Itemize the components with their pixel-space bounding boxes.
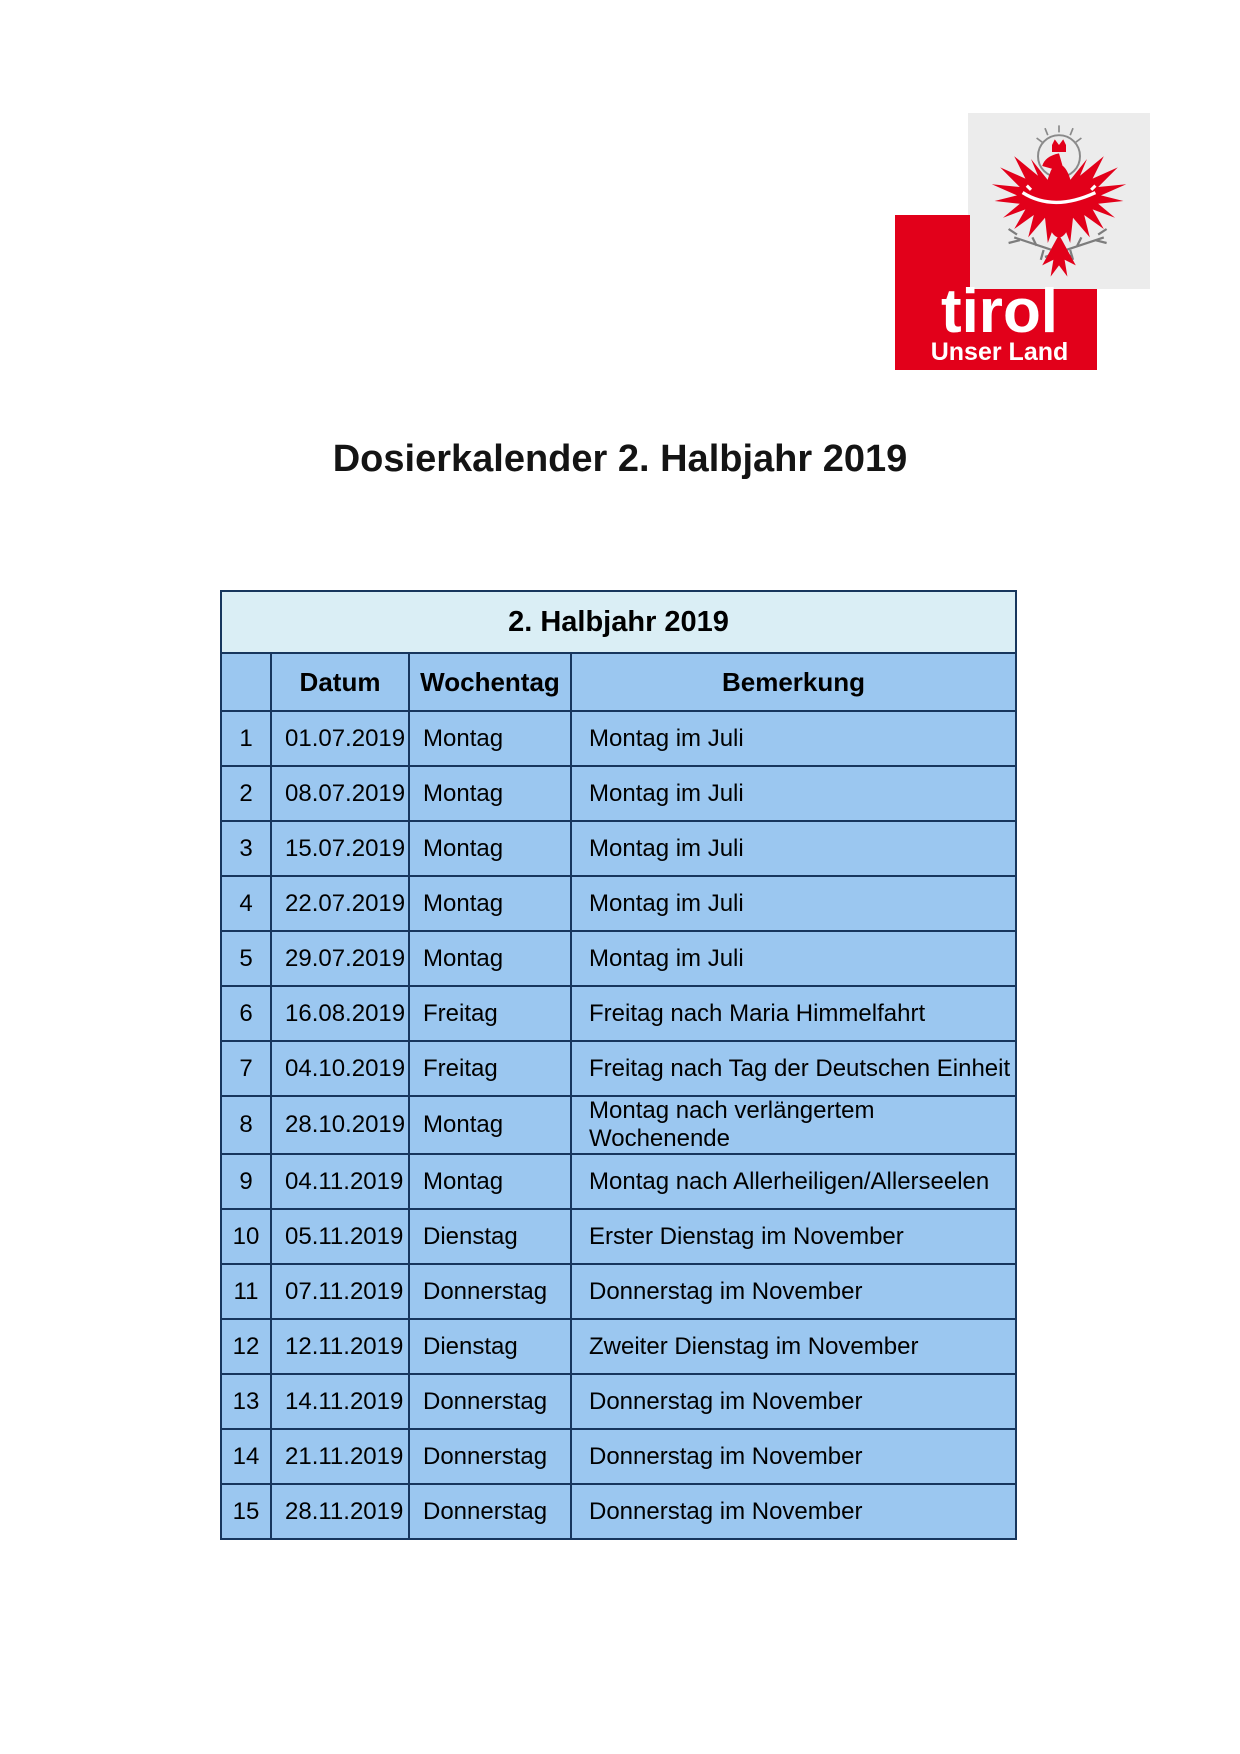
wochentag-cell: Montag <box>409 821 571 876</box>
datum-cell: 01.07.2019 <box>271 711 409 766</box>
tirol-eagle-icon <box>975 119 1143 283</box>
row-number-cell: 6 <box>221 986 271 1041</box>
wochentag-cell: Donnerstag <box>409 1264 571 1319</box>
bemerkung-cell: Donnerstag im November <box>571 1429 1016 1484</box>
row-number-cell: 13 <box>221 1374 271 1429</box>
bemerkung-cell: Freitag nach Tag der Deutschen Einheit <box>571 1041 1016 1096</box>
table-row <box>221 1209 1016 1264</box>
bemerkung-cell: Donnerstag im November <box>571 1484 1016 1539</box>
bemerkung-cell: Montag nach verlängertem Wochenende <box>571 1096 1016 1154</box>
datum-cell: 04.10.2019 <box>271 1041 409 1096</box>
table-row <box>221 1096 1016 1154</box>
wochentag-cell: Donnerstag <box>409 1484 571 1539</box>
column-header-nr <box>221 653 271 711</box>
wochentag-cell: Freitag <box>409 1041 571 1096</box>
row-number-cell: 4 <box>221 876 271 931</box>
datum-cell: 29.07.2019 <box>271 931 409 986</box>
wochentag-cell: Montag <box>409 931 571 986</box>
wochentag-cell: Dienstag <box>409 1319 571 1374</box>
table-row <box>221 1429 1016 1484</box>
column-header-bemerkung: Bemerkung <box>571 653 1016 711</box>
column-header-datum: Datum <box>271 653 409 711</box>
datum-cell: 22.07.2019 <box>271 876 409 931</box>
row-number-cell: 2 <box>221 766 271 821</box>
datum-cell: 04.11.2019 <box>271 1154 409 1209</box>
bemerkung-cell: Montag im Juli <box>571 711 1016 766</box>
row-number-cell: 15 <box>221 1484 271 1539</box>
column-header-wochentag: Wochentag <box>409 653 571 711</box>
wochentag-cell: Montag <box>409 876 571 931</box>
bemerkung-cell: Donnerstag im November <box>571 1264 1016 1319</box>
wochentag-cell: Donnerstag <box>409 1374 571 1429</box>
table-row <box>221 986 1016 1041</box>
row-number-cell: 8 <box>221 1096 271 1154</box>
table-header-row <box>221 653 1016 711</box>
wochentag-cell: Montag <box>409 766 571 821</box>
table-title: 2. Halbjahr 2019 <box>221 591 1016 653</box>
tirol-logo <box>895 113 1150 370</box>
table-row <box>221 711 1016 766</box>
bemerkung-cell: Montag im Juli <box>571 766 1016 821</box>
table-row <box>221 821 1016 876</box>
row-number-cell: 14 <box>221 1429 271 1484</box>
bemerkung-cell: Freitag nach Maria Himmelfahrt <box>571 986 1016 1041</box>
table-row <box>221 931 1016 986</box>
logo-tagline-text: Unser Land <box>930 338 1069 366</box>
table-row <box>221 766 1016 821</box>
datum-cell: 21.11.2019 <box>271 1429 409 1484</box>
wochentag-cell: Dienstag <box>409 1209 571 1264</box>
datum-cell: 12.11.2019 <box>271 1319 409 1374</box>
datum-cell: 14.11.2019 <box>271 1374 409 1429</box>
table-title-row <box>221 591 1016 653</box>
row-number-cell: 7 <box>221 1041 271 1096</box>
wochentag-cell: Donnerstag <box>409 1429 571 1484</box>
bemerkung-cell: Erster Dienstag im November <box>571 1209 1016 1264</box>
row-number-cell: 9 <box>221 1154 271 1209</box>
datum-cell: 05.11.2019 <box>271 1209 409 1264</box>
table-row <box>221 1041 1016 1096</box>
table-row <box>221 1484 1016 1539</box>
table-row <box>221 1264 1016 1319</box>
datum-cell: 16.08.2019 <box>271 986 409 1041</box>
table-row <box>221 876 1016 931</box>
logo-brand-text: tirol <box>940 277 1059 346</box>
row-number-cell: 5 <box>221 931 271 986</box>
row-number-cell: 10 <box>221 1209 271 1264</box>
table-row <box>221 1374 1016 1429</box>
wochentag-cell: Montag <box>409 1154 571 1209</box>
bemerkung-cell: Montag im Juli <box>571 821 1016 876</box>
wochentag-cell: Montag <box>409 711 571 766</box>
wochentag-cell: Montag <box>409 1096 571 1154</box>
row-number-cell: 1 <box>221 711 271 766</box>
calendar-table <box>220 590 1017 1540</box>
eagle-background <box>968 113 1150 289</box>
datum-cell: 15.07.2019 <box>271 821 409 876</box>
row-number-cell: 11 <box>221 1264 271 1319</box>
datum-cell: 08.07.2019 <box>271 766 409 821</box>
table-row <box>221 1319 1016 1374</box>
bemerkung-cell: Montag im Juli <box>571 876 1016 931</box>
row-number-cell: 3 <box>221 821 271 876</box>
bemerkung-cell: Montag nach Allerheiligen/Allerseelen <box>571 1154 1016 1209</box>
page-title: Dosierkalender 2. Halbjahr 2019 <box>332 438 908 480</box>
datum-cell: 28.10.2019 <box>271 1096 409 1154</box>
row-number-cell: 12 <box>221 1319 271 1374</box>
bemerkung-cell: Donnerstag im November <box>571 1374 1016 1429</box>
bemerkung-cell: Montag im Juli <box>571 931 1016 986</box>
datum-cell: 07.11.2019 <box>271 1264 409 1319</box>
table-row <box>221 1154 1016 1209</box>
bemerkung-cell: Zweiter Dienstag im November <box>571 1319 1016 1374</box>
wochentag-cell: Freitag <box>409 986 571 1041</box>
datum-cell: 28.11.2019 <box>271 1484 409 1539</box>
table-body <box>221 711 1016 1539</box>
